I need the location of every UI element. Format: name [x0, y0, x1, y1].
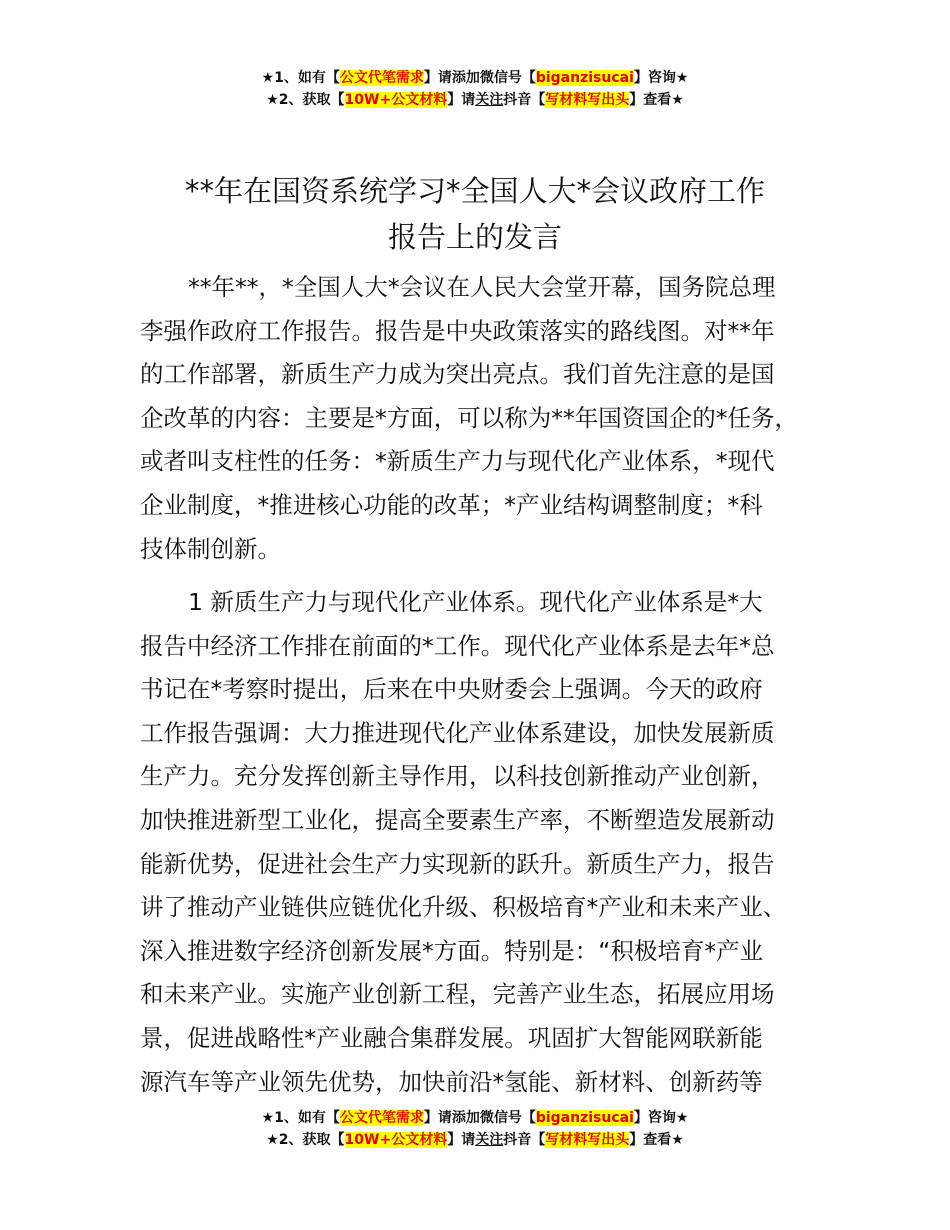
banner-text: 2、获取【 [278, 1132, 345, 1148]
highlight-ghostwriting: 公文代笔需求 [339, 70, 424, 86]
paragraph-line: 能新优势，促进社会生产力实现新的跃升。新质生产力，报告 [140, 849, 775, 878]
paragraph-line: 讲了推动产业链供应链优化升级、积极培育*产业和未来产业、 [140, 893, 787, 922]
footer-banner [0, 1107, 950, 1151]
document-title [0, 168, 950, 260]
title-line-2: 报告上的发言 [387, 220, 562, 254]
banner-text: 】咨询 [633, 1110, 676, 1126]
paragraph-line: 工作报告强调：大力推进现代化产业体系建设，加快发展新质 [140, 718, 775, 747]
banner-line-2 [0, 1129, 950, 1151]
highlight-wechat-id: biganzisucai [535, 70, 634, 86]
paragraph-line: 生产力。充分发挥创新主导作用，以科技创新推动产业创新， [140, 762, 775, 791]
star-icon: ★ [266, 1132, 279, 1148]
star-icon: ★ [671, 1132, 684, 1148]
paragraph-line: 加快推进新型工业化，提高全要素生产率，不断塑造发展新动 [140, 805, 775, 834]
paragraph-line: 景，促进战略性*产业融合集群发展。巩固扩大智能网联新能 [140, 1023, 763, 1052]
banner-line-2 [0, 89, 950, 111]
paragraph-line: **年**，*全国人大*会议在人民大会堂开幕，国务院总理 [188, 273, 776, 301]
paragraph-line: 企改革的内容：主要是*方面，可以称为**年国资国企的*任务， [140, 403, 798, 432]
banner-text: 】请 [447, 92, 476, 108]
banner-text: 抖音【 [503, 92, 546, 108]
banner-text: 2、获取【 [278, 92, 345, 108]
paragraph-line: 的工作部署，新质生产力成为突出亮点。我们首先注意的是国 [140, 360, 775, 389]
paragraph-section-1 [140, 581, 830, 1104]
banner-text: 抖音【 [503, 1132, 546, 1148]
paragraph-line: 企业制度，*推进核心功能的改革；*产业结构调整制度；*科 [140, 490, 763, 519]
banner-line-1 [0, 1107, 950, 1129]
highlight-ghostwriting: 公文代笔需求 [339, 1110, 424, 1126]
title-line-1: **年在国资系统学习*全国人大*会议政府工作 [184, 174, 765, 208]
paragraph-line: 报告中经济工作排在前面的*工作。现代化产业体系是去年*总 [140, 631, 775, 660]
star-icon: ★ [261, 1110, 275, 1126]
star-icon: ★ [675, 70, 689, 86]
star-icon: ★ [675, 1110, 689, 1126]
underlined-follow: 关注 [475, 1132, 504, 1148]
highlight-materials: 10W+公文材料 [344, 92, 448, 108]
paragraph-line: 书记在*考察时提出，后来在中央财委会上强调。今天的政府 [140, 675, 763, 704]
paragraph-line: 深入推进数字经济创新发展*方面。特别是：“积极培育*产业 [140, 936, 764, 965]
paragraph-line: 李强作政府工作报告。报告是中央政策落实的路线图。对**年 [140, 316, 775, 345]
banner-line-1 [0, 67, 950, 89]
highlight-wechat-id: biganzisucai [535, 1110, 634, 1126]
header-banner [0, 67, 950, 111]
paragraph-intro [140, 266, 830, 571]
highlight-douyin-account: 写材料写出头 [545, 92, 630, 108]
banner-text: 】请添加微信号【 [423, 70, 536, 86]
paragraph-line: 1 新质生产力与现代化产业体系。现代化产业体系是*大 [188, 588, 763, 616]
paragraph-line: 技体制创新。 [140, 534, 281, 563]
highlight-douyin-account: 写材料写出头 [545, 1132, 630, 1148]
paragraph-line: 或者叫支柱性的任务：*新质生产力与现代化产业体系，*现代 [140, 447, 775, 476]
banner-text: 1、如有【 [274, 1110, 340, 1126]
star-icon: ★ [266, 92, 279, 108]
banner-text: 】查看 [629, 92, 672, 108]
banner-text: 】请 [447, 1132, 476, 1148]
star-icon: ★ [671, 92, 684, 108]
star-icon: ★ [261, 70, 275, 86]
paragraph-line: 和未来产业。实施产业创新工程，完善产业生态，拓展应用场 [140, 980, 775, 1009]
banner-text: 1、如有【 [274, 70, 340, 86]
banner-text: 】请添加微信号【 [423, 1110, 536, 1126]
underlined-follow: 关注 [475, 92, 504, 108]
paragraph-line: 源汽车等产业领先优势，加快前沿*氢能、新材料、创新药等 [140, 1067, 763, 1096]
banner-text: 】咨询 [633, 70, 676, 86]
highlight-materials: 10W+公文材料 [344, 1132, 448, 1148]
banner-text: 】查看 [629, 1132, 672, 1148]
